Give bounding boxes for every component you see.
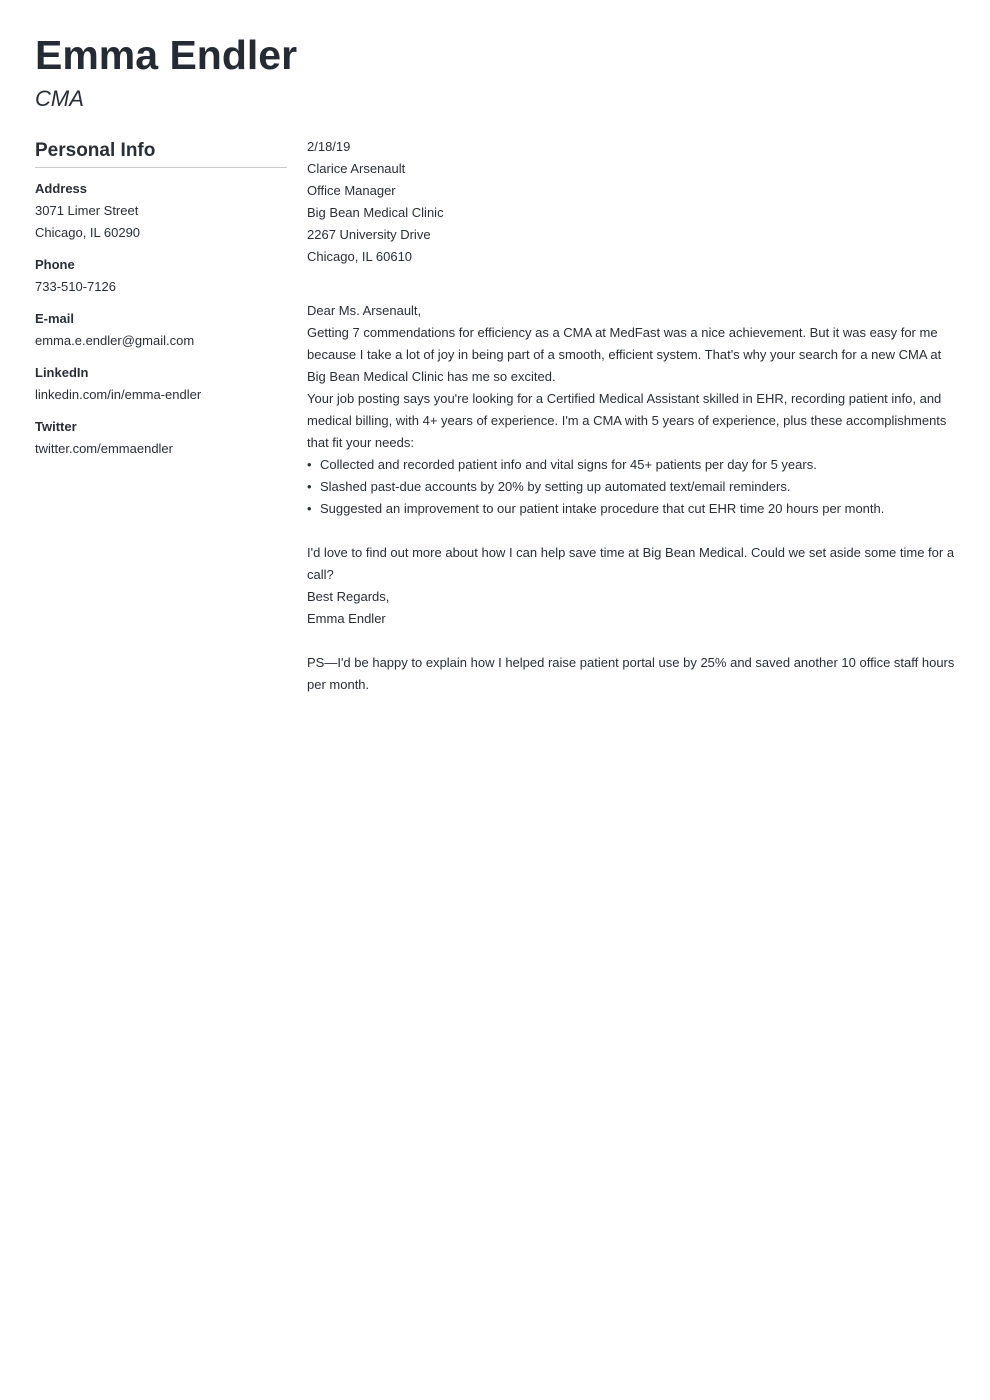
phone-value: 733-510-7126 bbox=[35, 279, 116, 294]
recipient-city: Chicago, IL 60610 bbox=[307, 249, 413, 264]
twitter-label: Twitter bbox=[35, 419, 77, 434]
personal-info-heading: Personal Info bbox=[35, 139, 287, 168]
address-group bbox=[35, 178, 287, 244]
recipient-street: 2267 University Drive bbox=[307, 227, 431, 242]
linkedin-label: LinkedIn bbox=[35, 365, 89, 380]
applicant-name: Emma Endler bbox=[35, 32, 298, 78]
letter-date: 2/18/19 bbox=[307, 139, 351, 154]
paragraph-3: I'd love to find out more about how I can help save time at Big Bean Medical. Could we set aside some time for a call? bbox=[307, 545, 955, 582]
address-label: Address bbox=[35, 181, 88, 196]
recipient-company: Big Bean Medical Clinic bbox=[307, 205, 444, 220]
email-group bbox=[35, 308, 287, 352]
postscript: PS—I'd be happy to explain how I helped raise patient portal use by 25% and saved another 10 office staff hours per month. bbox=[307, 655, 955, 692]
phone-label: Phone bbox=[35, 257, 75, 272]
letter-header bbox=[35, 32, 297, 112]
applicant-title: CMA bbox=[35, 86, 84, 111]
list-item-text: Slashed past-due accounts by 20% by setting up automated text/email reminders. bbox=[320, 479, 791, 494]
recipient-name: Clarice Arsenault bbox=[307, 161, 406, 176]
bullet-icon: • bbox=[307, 457, 312, 472]
email-value: emma.e.endler@gmail.com bbox=[35, 333, 195, 348]
address-line-1: 3071 Limer Street bbox=[35, 203, 139, 218]
recipient-position: Office Manager bbox=[307, 183, 396, 198]
linkedin-value: linkedin.com/in/emma-endler bbox=[35, 387, 202, 402]
twitter-value: twitter.com/emmaendler bbox=[35, 441, 173, 456]
signature: Emma Endler bbox=[307, 611, 386, 626]
paragraph-2: Your job posting says you're looking for a Certified Medical Assistant skilled in EHR, recording patient info, and medical billing, with 4+ years of experience. I'm a CMA with 5 years of experience, plus these accomplishments that fit your needs: bbox=[307, 391, 947, 450]
closing-block bbox=[307, 586, 962, 630]
list-item bbox=[307, 454, 962, 476]
salutation: Dear Ms. Arsenault, bbox=[307, 303, 422, 318]
list-item-text: Suggested an improvement to our patient intake procedure that cut EHR time 20 hours per month. bbox=[320, 501, 885, 516]
personal-info-sidebar bbox=[35, 139, 287, 460]
list-item bbox=[307, 498, 962, 520]
bullet-icon: • bbox=[307, 479, 312, 494]
phone-group bbox=[35, 254, 287, 298]
letter-body bbox=[307, 136, 962, 696]
accomplishments-list bbox=[307, 454, 962, 520]
closing: Best Regards, bbox=[307, 589, 390, 604]
paragraph-1: Getting 7 commendations for efficiency as a CMA at MedFast was a nice achievement. But it was easy for me because I take a lot of joy in being part of a smooth, efficient system. That's why your search for a new CMA at Big Bean Medical Clinic has me so excited. bbox=[307, 325, 942, 384]
recipient-block bbox=[307, 158, 962, 268]
list-item bbox=[307, 476, 962, 498]
address-line-2: Chicago, IL 60290 bbox=[35, 225, 141, 240]
linkedin-group bbox=[35, 362, 287, 406]
bullet-icon: • bbox=[307, 501, 312, 516]
twitter-group bbox=[35, 416, 287, 460]
email-label: E-mail bbox=[35, 311, 75, 326]
list-item-text: Collected and recorded patient info and vital signs for 45+ patients per day for 5 years. bbox=[320, 457, 817, 472]
